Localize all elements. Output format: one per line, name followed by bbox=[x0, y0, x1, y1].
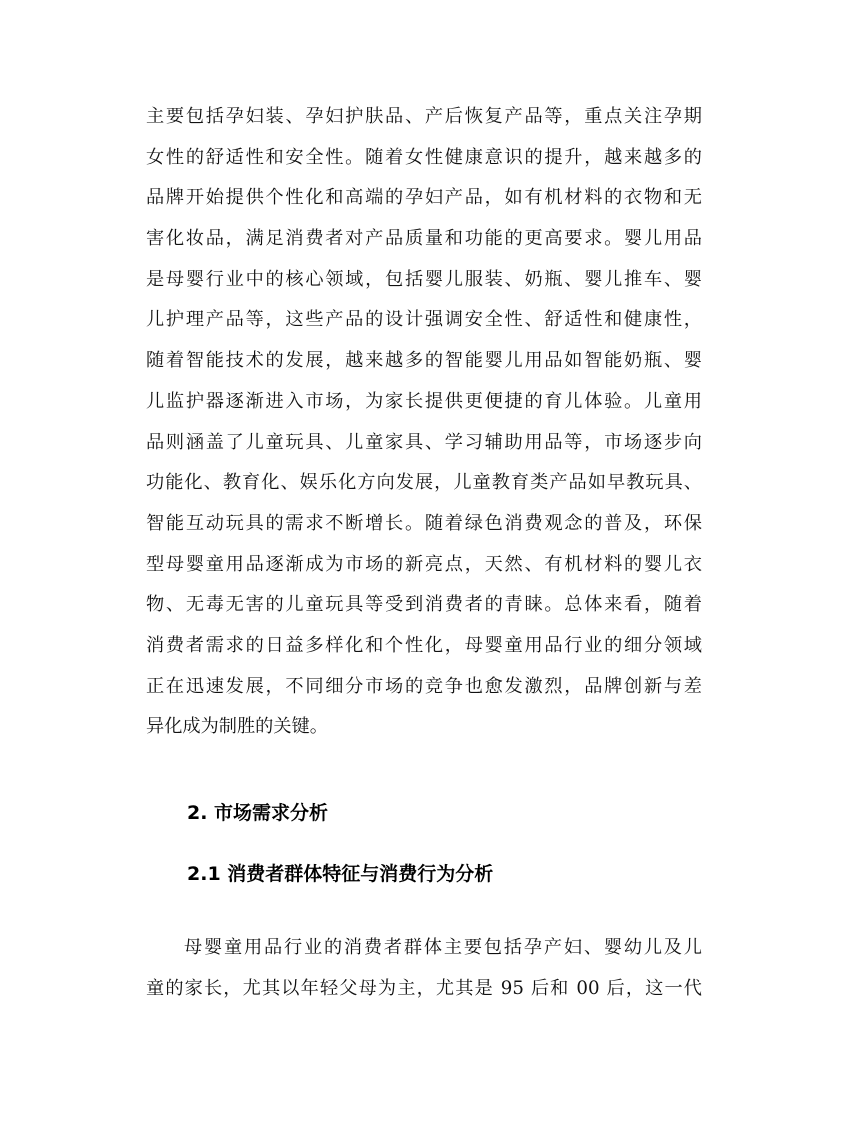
paragraph-line: 型母婴童用品逐渐成为市场的新亮点，天然、有机材料的婴儿衣 bbox=[146, 553, 702, 575]
paragraph-line: 正在迅速发展，不同细分市场的竞争也愈发激烈，品牌创新与差 bbox=[146, 675, 702, 697]
paragraph-line: 品牌开始提供个性化和高端的孕妇产品，如有机材料的衣物和无 bbox=[146, 187, 702, 209]
paragraph-line: 品则涵盖了儿童玩具、儿童家具、学习辅助用品等，市场逐步向 bbox=[146, 431, 702, 453]
paragraph-line: 随着智能技术的发展，越来越多的智能婴儿用品如智能奶瓶、婴 bbox=[146, 350, 702, 372]
paragraph-line: 儿监护器逐渐进入市场，为家长提供更便捷的育儿体验。儿童用 bbox=[146, 390, 702, 412]
paragraph-line: 物、无毒无害的儿童玩具等受到消费者的青睐。总体来看，随着 bbox=[146, 594, 702, 616]
paragraph-line: 童的家长，尤其以年轻父母为主，尤其是 95 后和 00 后，这一代 bbox=[146, 977, 702, 999]
paragraph-line: 母婴童用品行业的消费者群体主要包括孕产妇、婴幼儿及儿 bbox=[184, 937, 702, 958]
paragraph-line: 智能互动玩具的需求不断增长。随着绿色消费观念的普及，环保 bbox=[146, 512, 702, 534]
body-paragraph bbox=[146, 928, 702, 1009]
paragraph-line: 女性的舒适性和安全性。随着女性健康意识的提升，越来越多的 bbox=[146, 146, 702, 168]
paragraph-line: 害化妆品，满足消费者对产品质量和功能的更高要求。婴儿用品 bbox=[146, 228, 702, 250]
paragraph-line: 是母婴行业中的核心领域，包括婴儿服装、奶瓶、婴儿推车、婴 bbox=[146, 268, 702, 290]
paragraph-line: 消费者需求的日益多样化和个性化，母婴童用品行业的细分领域 bbox=[146, 634, 702, 656]
section-heading: 2. 市场需求分析 bbox=[187, 802, 329, 824]
body-paragraph bbox=[146, 97, 702, 748]
paragraph-line: 主要包括孕妇装、孕妇护肤品、产后恢复产品等，重点关注孕期 bbox=[146, 106, 702, 127]
subsection-heading: 2.1 消费者群体特征与消费行为分析 bbox=[187, 863, 494, 885]
paragraph-line: 功能化、教育化、娱乐化方向发展，儿童教育类产品如早教玩具、 bbox=[146, 472, 702, 494]
paragraph-line: 异化成为制胜的关键。 bbox=[146, 716, 328, 738]
paragraph-line: 儿护理产品等，这些产品的设计强调安全性、舒适性和健康性， bbox=[146, 309, 702, 331]
